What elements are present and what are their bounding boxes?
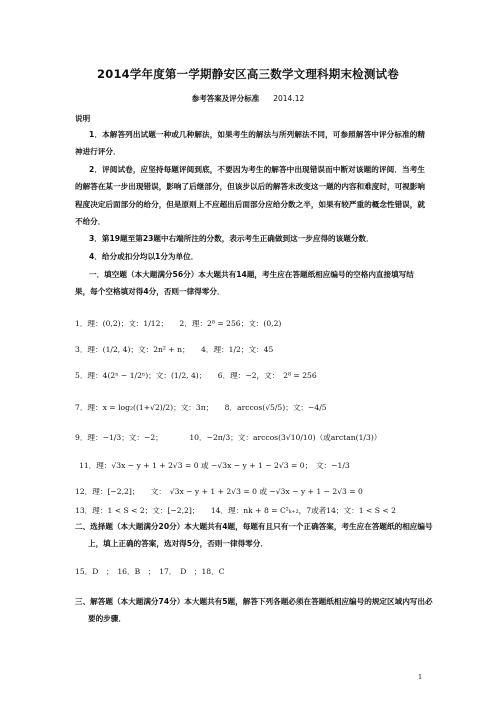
answer-line-2: 3．理：(1/2, 4)；文：2n² + n； 4．理：1/2；文：45 — [75, 345, 274, 354]
notes-heading: 说明 — [75, 114, 91, 123]
subtitle-text: 参考答案及评分标准 — [191, 94, 260, 103]
answer-line-5: 9．理：−1/3；文：−2； 10．−2π/3；文：arccos(3√10/10)（或arctan(1/3)） — [75, 433, 382, 442]
page-number: 1 — [418, 673, 423, 681]
answer-line-8: 13．理：1 < S < 2；文：[−2,2]； 14．理：nk + 8 = C²ₖ₊₂，7或者14；文：1 < S < 2 — [75, 506, 396, 515]
section-3-heading: 三、解答题（本大题满分74分）本大题共有5题，解答下列各题必须在答题纸相应编号的规定区域内写出必要的步骤． — [75, 597, 433, 624]
choice-answers: 15．D ； 16．B ； 17． D ；18．C — [75, 567, 225, 576]
note-3: 3．第19题至第23题中右端所注的分数，表示考生正确做到这一步应得的该题分数． — [89, 234, 374, 243]
note-2: 2．评阅试卷，应坚持每题评阅到底，不要因为考生的解答中出现错误而中断对该题的评阅．当考生的解答在某一步出现错误，影响了后继部分，但该步以后的解答未改变这一题的内容和难度时，可视影响程度决定后面部分的给分，但是原则上不应超出后面部分应给分数之半，如果有较严重的概念性错误，就不给分． — [75, 165, 425, 226]
document-title: 2014学年度第一学期静安区高三数学文理科期末检测试卷 — [97, 67, 399, 81]
answer-line-6: 11．理：√3x − y + 1 + 2√3 = 0 或 −√3x − y + 1 − 2√3 = 0； 文：−1/3 — [79, 461, 350, 470]
section-1-heading: 一．填空题（本大题满分56分）本大题共有14题，考生应在答题纸相应编号的空格内直接填写结果，每个空格填对得4分，否则一律得零分． — [75, 270, 414, 297]
answer-line-7: 12．理：[−2,2]； 文： √3x − y + 1 + 2√3 = 0 或 −√3x − y + 1 − 2√3 = 0 — [75, 487, 363, 496]
section-2-heading: 二、选择题（本大题满分20分）本大题共有4题，每题有且只有一个正确答案，考生应在答题纸的相应编号上，填上正确的答案，选对得5分，否则一律得零分． — [75, 522, 433, 549]
document-date: 2014.12 — [273, 94, 305, 103]
document-subtitle — [0, 93, 496, 104]
answer-line-1: 1．理：(0,2)；文：1/12； 2．理：2⁸ = 256；文：(0,2) — [75, 319, 282, 328]
answer-line-4: 7．理：x = log₂((1+√2)/2)；文：3π； 8．arccos(√5/5)；文：−4/5 — [75, 403, 327, 412]
note-1: 1．本解答列出试题一种或几种解法，如果考生的解法与所列解法不同，可参照解答中评分标准的精神进行评分． — [75, 130, 425, 157]
note-4: 4．给分或扣分均以1分为单位． — [89, 252, 199, 261]
answer-line-3: 5．理：4(2ⁿ − 1/2ⁿ)；文：(1/2, 4)； 6．理：−2，文： 2⁸ = 256 — [75, 371, 317, 380]
